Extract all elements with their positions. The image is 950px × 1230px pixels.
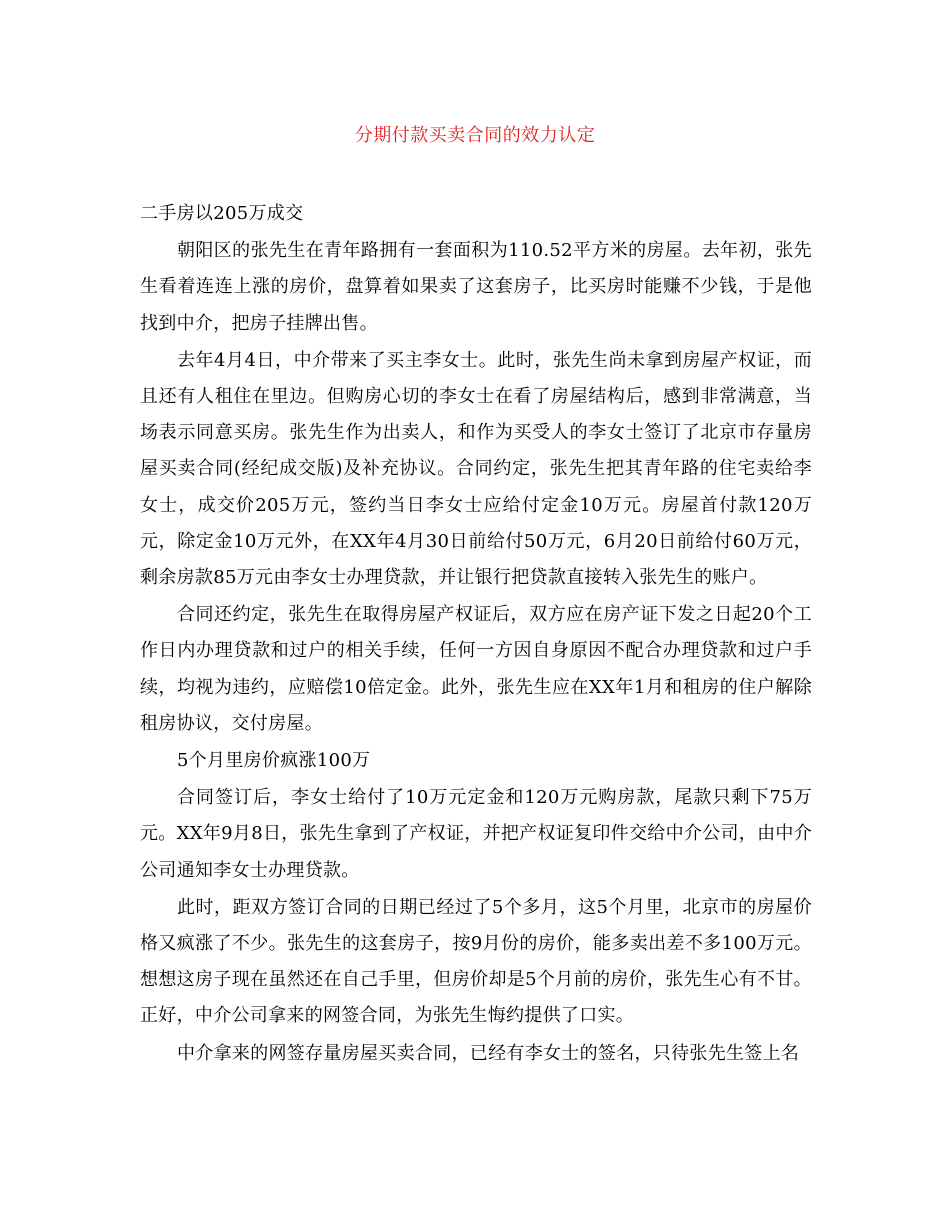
paragraph: 此时，距双方签订合同的日期已经过了5个多月，这5个月里，北京市的房屋价格又疯涨了不少。张先生的这套房子，按9月份的房价，能多卖出差不多100万元。想想这房子现在虽然还在自己手里，但房价却是5个月前的房价，张先生心有不甘。正好，中介公司拿来的网签合同，为张先生悔约提供了口实。 <box>140 896 812 1027</box>
paragraph: 合同还约定，张先生在取得房屋产权证后，双方应在房产证下发之日起20个工作日内办理贷款和过户的相关手续，任何一方因自身原因不配合办理贷款和过户手续，均视为违约，应赔偿10倍定金。此外，张先生应在XX年1月和租房的住户解除租房协议，交付房屋。 <box>140 604 812 734</box>
section-heading: 二手房以205万成交 <box>140 203 304 224</box>
paragraph: 中介拿来的网签存量房屋买卖合同，已经有李女士的签名，只待张先生签上名 <box>177 1042 800 1064</box>
paragraph: 去年4月4日，中介带来了买主李女士。此时，张先生尚未拿到房屋产权证，而且还有人租住在里边。但购房心切的李女士在看了房屋结构后，感到非常满意，当场表示同意买房。张先生作为出卖人，和作为买受人的李女士签订了北京市存量房屋买卖合同(经纪成交版)及补充协议。合同约定，张先生把其青年路的住宅卖给李女士，成交价205万元，签约当日李女士应给付定金10万元。房屋首付款120万元，除定金10万元外，在XX年4月30日前给付50万元，6月20日前给付60万元，剩余房款85万元由李女士办理贷款，并让银行把贷款直接转入张先生的账户。 <box>140 349 812 589</box>
document-body <box>140 196 812 1073</box>
paragraph: 合同签订后，李女士给付了10万元定金和120万元购房款，尾款只剩下75万元。XX年9月8日，张先生拿到了产权证，并把产权证复印件交给中介公司，由中介公司通知李女士办理贷款。 <box>140 787 812 881</box>
document-title: 分期付款买卖合同的效力认定 <box>354 125 596 146</box>
section-heading: 5个月里房价疯涨100万 <box>177 750 371 772</box>
paragraph: 朝阳区的张先生在青年路拥有一套面积为110.52平方米的房屋。去年初，张先生看着连连上涨的房价，盘算着如果卖了这套房子，比买房时能赚不少钱，于是他找到中介，把房子挂牌出售。 <box>140 240 812 334</box>
